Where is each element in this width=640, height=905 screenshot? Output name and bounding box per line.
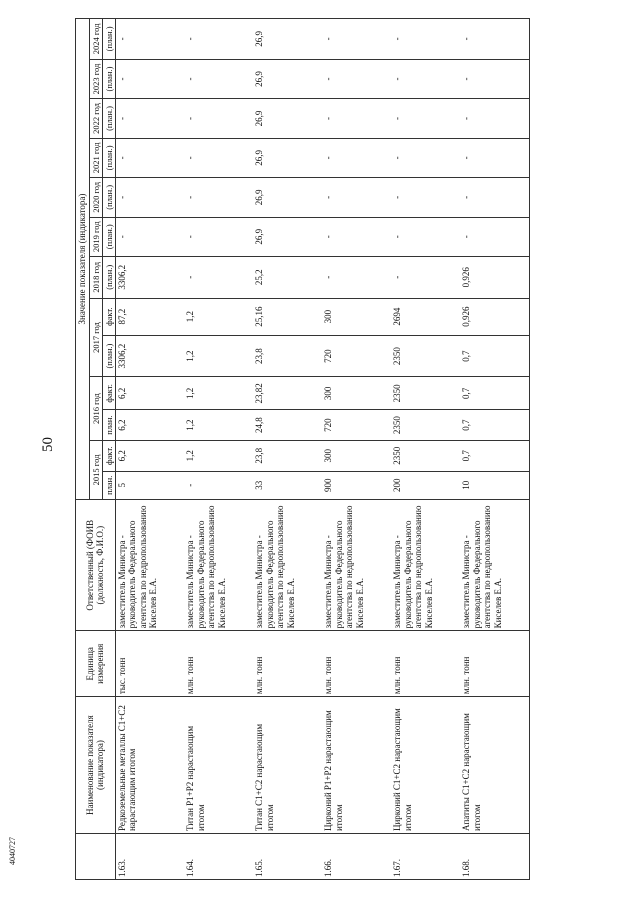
value-cell: 25,16 bbox=[253, 298, 322, 335]
header-plan: план. bbox=[102, 471, 115, 499]
responsible: заместитель Министра - руководитель Федерального агентства по недропользованию Киселев Е.А. bbox=[460, 500, 529, 631]
value-cell: - bbox=[391, 217, 460, 256]
header-2019: 2019 год bbox=[89, 217, 102, 256]
value-cell: 0,7 bbox=[460, 440, 529, 471]
responsible: заместитель Министра - руководитель Федерального агентства по недропользованию Киселев Е.А. bbox=[115, 500, 184, 631]
header-2024: 2024 год bbox=[89, 19, 102, 60]
value-cell: 900 bbox=[322, 471, 391, 499]
value-cell: - bbox=[115, 217, 184, 256]
value-cell: - bbox=[115, 178, 184, 217]
value-cell: 0,7 bbox=[460, 377, 529, 410]
value-cell: - bbox=[184, 59, 253, 98]
header-2016: 2016 год bbox=[89, 377, 102, 441]
header-values: Значение показателя (индикатора) bbox=[76, 19, 90, 500]
value-cell: 33 bbox=[253, 471, 322, 499]
value-cell: 1,2 bbox=[184, 440, 253, 471]
value-cell: - bbox=[184, 217, 253, 256]
row-number: 1.65. bbox=[253, 834, 322, 880]
value-cell: 3306,2 bbox=[115, 335, 184, 377]
header-2020: 2020 год bbox=[89, 178, 102, 217]
value-cell: 1,2 bbox=[184, 377, 253, 410]
header-2017: 2017 год bbox=[89, 298, 102, 377]
indicator-name: Цирконий С1+С2 нарастающим итогом bbox=[391, 697, 460, 834]
row-number: 1.68. bbox=[460, 834, 529, 880]
value-cell: 1,2 bbox=[184, 410, 253, 441]
value-cell: 2350 bbox=[391, 440, 460, 471]
header-fact: факт. bbox=[102, 298, 115, 335]
indicator-name: Цирконий Р1+Р2 нарастающим итогом bbox=[322, 697, 391, 834]
unit: млн. тонн bbox=[391, 631, 460, 697]
value-cell: 23,8 bbox=[253, 335, 322, 377]
value-cell: - bbox=[322, 138, 391, 177]
value-cell: 23,82 bbox=[253, 377, 322, 410]
header-2021: 2021 год bbox=[89, 138, 102, 177]
table-row bbox=[115, 19, 184, 880]
value-cell: 0,7 bbox=[460, 410, 529, 441]
responsible: заместитель Министра - руководитель Федерального агентства по недропользованию Киселев Е.А. bbox=[391, 500, 460, 631]
indicators-table bbox=[75, 18, 530, 880]
value-cell: - bbox=[184, 471, 253, 499]
value-cell: - bbox=[322, 217, 391, 256]
header-num bbox=[76, 834, 116, 880]
header-plan: (план.) bbox=[102, 335, 115, 377]
value-cell: 720 bbox=[322, 335, 391, 377]
responsible: заместитель Министра - руководитель Федерального агентства по недропользованию Киселев Е.А. bbox=[184, 500, 253, 631]
value-cell: - bbox=[115, 59, 184, 98]
header-unit: Единица измерения bbox=[76, 631, 116, 697]
value-cell: - bbox=[460, 178, 529, 217]
value-cell: 24,8 bbox=[253, 410, 322, 441]
value-cell: - bbox=[115, 99, 184, 138]
indicator-name: Редкоземельные металлы С1+С2 нарастающим итогом bbox=[115, 697, 184, 834]
unit: тыс. тонн bbox=[115, 631, 184, 697]
table-row bbox=[322, 19, 391, 880]
value-cell: - bbox=[460, 19, 529, 60]
value-cell: - bbox=[115, 19, 184, 60]
row-number: 1.67. bbox=[391, 834, 460, 880]
value-cell: - bbox=[460, 138, 529, 177]
row-number: 1.64. bbox=[184, 834, 253, 880]
header-2023: 2023 год bbox=[89, 59, 102, 98]
value-cell: - bbox=[391, 256, 460, 298]
value-cell: - bbox=[391, 19, 460, 60]
value-cell: 2350 bbox=[391, 410, 460, 441]
table-row bbox=[391, 19, 460, 880]
value-cell: - bbox=[391, 59, 460, 98]
table-row bbox=[253, 19, 322, 880]
value-cell: 6,2 bbox=[115, 440, 184, 471]
value-cell: 1,2 bbox=[184, 298, 253, 335]
header-plan: (план.) bbox=[102, 178, 115, 217]
header-plan: план. bbox=[102, 410, 115, 441]
indicator-name: Титан С1+С2 нарастающим итогом bbox=[253, 697, 322, 834]
value-cell: 2694 bbox=[391, 298, 460, 335]
page-number: 50 bbox=[40, 437, 56, 452]
responsible: заместитель Министра - руководитель Федерального агентства по недропользованию Киселев Е.А. bbox=[322, 500, 391, 631]
unit: млн. тонн bbox=[253, 631, 322, 697]
table-row bbox=[184, 19, 253, 880]
table-row bbox=[460, 19, 529, 880]
value-cell: 0,926 bbox=[460, 256, 529, 298]
value-cell: - bbox=[322, 99, 391, 138]
value-cell: 2350 bbox=[391, 335, 460, 377]
value-cell: - bbox=[460, 59, 529, 98]
value-cell: - bbox=[184, 99, 253, 138]
rotated-table-container bbox=[75, 18, 625, 880]
value-cell: - bbox=[184, 19, 253, 60]
value-cell: 300 bbox=[322, 298, 391, 335]
indicator-name: Титан Р1+Р2 нарастающим итогом bbox=[184, 697, 253, 834]
value-cell: 26,9 bbox=[253, 138, 322, 177]
value-cell: - bbox=[322, 178, 391, 217]
value-cell: 10 bbox=[460, 471, 529, 499]
value-cell: - bbox=[322, 19, 391, 60]
header-plan: (план.) bbox=[102, 138, 115, 177]
value-cell: - bbox=[460, 217, 529, 256]
value-cell: 26,9 bbox=[253, 59, 322, 98]
value-cell: 0,926 bbox=[460, 298, 529, 335]
document-code: 4040727 bbox=[8, 837, 17, 865]
value-cell: - bbox=[184, 138, 253, 177]
header-fact: факт. bbox=[102, 377, 115, 410]
header-2015: 2015 год bbox=[89, 440, 102, 499]
row-number: 1.66. bbox=[322, 834, 391, 880]
row-number: 1.63. bbox=[115, 834, 184, 880]
value-cell: - bbox=[322, 256, 391, 298]
value-cell: 87,2 bbox=[115, 298, 184, 335]
value-cell: 5 bbox=[115, 471, 184, 499]
value-cell: - bbox=[184, 178, 253, 217]
value-cell: 300 bbox=[322, 377, 391, 410]
value-cell: 26,9 bbox=[253, 217, 322, 256]
header-responsible: Ответственный (ФОИВ (должность, Ф.И.О.) bbox=[76, 500, 116, 631]
value-cell: 6,2 bbox=[115, 410, 184, 441]
value-cell: 26,9 bbox=[253, 99, 322, 138]
header-plan: (план.) bbox=[102, 59, 115, 98]
header-plan: (план.) bbox=[102, 217, 115, 256]
value-cell: - bbox=[322, 59, 391, 98]
value-cell: 1,2 bbox=[184, 335, 253, 377]
value-cell: 2350 bbox=[391, 377, 460, 410]
header-plan: (план.) bbox=[102, 99, 115, 138]
value-cell: 3306,2 bbox=[115, 256, 184, 298]
value-cell: - bbox=[391, 99, 460, 138]
header-2018: 2018 год bbox=[89, 256, 102, 298]
value-cell: - bbox=[460, 99, 529, 138]
value-cell: - bbox=[391, 138, 460, 177]
unit: млн. тонн bbox=[322, 631, 391, 697]
header-2022: 2022 год bbox=[89, 99, 102, 138]
unit: млн. тонн bbox=[184, 631, 253, 697]
indicator-name: Апатиты С1+С2 нарастающим итогом bbox=[460, 697, 529, 834]
value-cell: 26,9 bbox=[253, 178, 322, 217]
value-cell: 0,7 bbox=[460, 335, 529, 377]
value-cell: 23,8 bbox=[253, 440, 322, 471]
responsible: заместитель Министра - руководитель Федерального агентства по недропользованию Киселев Е.А. bbox=[253, 500, 322, 631]
header-fact: факт. bbox=[102, 440, 115, 471]
value-cell: 200 bbox=[391, 471, 460, 499]
value-cell: - bbox=[115, 138, 184, 177]
value-cell: - bbox=[184, 256, 253, 298]
value-cell: 25,2 bbox=[253, 256, 322, 298]
unit: млн. тонн bbox=[460, 631, 529, 697]
value-cell: 300 bbox=[322, 440, 391, 471]
value-cell: - bbox=[391, 178, 460, 217]
value-cell: 26,9 bbox=[253, 19, 322, 60]
value-cell: 6,2 bbox=[115, 377, 184, 410]
header-name: Наименование показателя (индикатора) bbox=[76, 697, 116, 834]
header-plan: (план.) bbox=[102, 256, 115, 298]
value-cell: 720 bbox=[322, 410, 391, 441]
header-plan: (план.) bbox=[102, 19, 115, 60]
